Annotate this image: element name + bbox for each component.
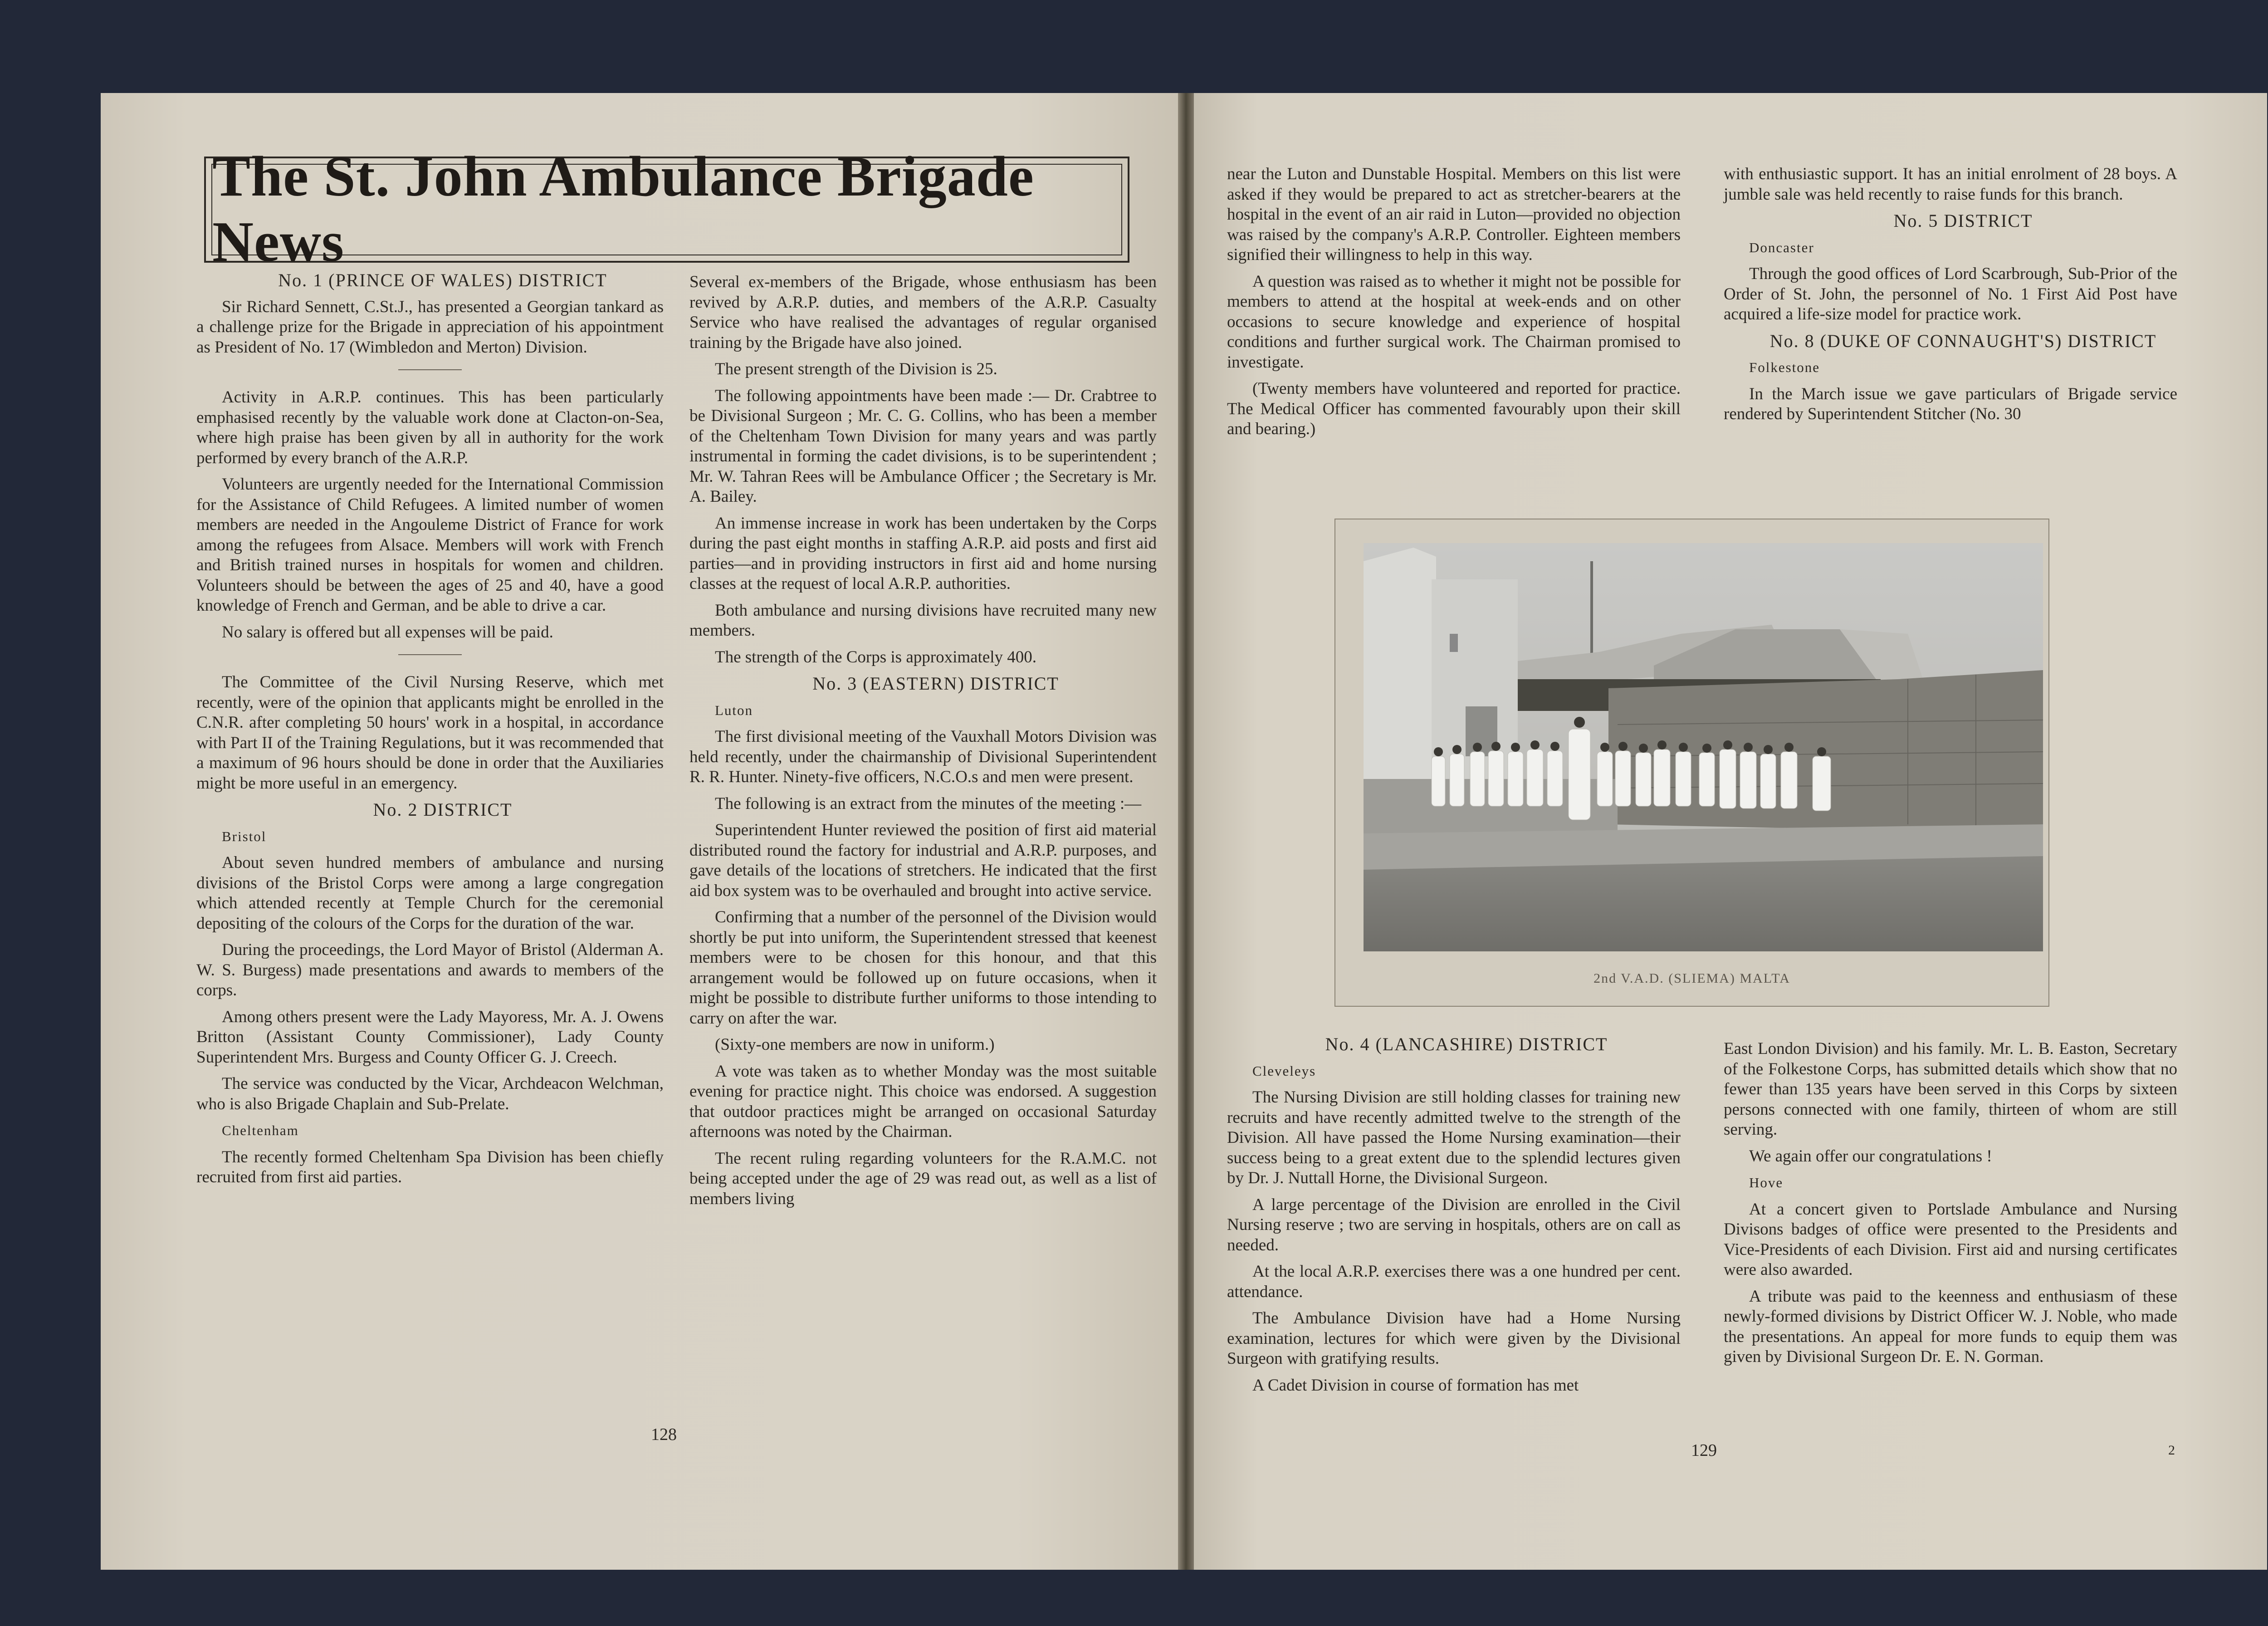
section-heading-district-8: No. 8 (DUKE OF CONNAUGHT'S) DISTRICT: [1769, 330, 2157, 351]
subheading-doncaster: Doncaster: [1749, 239, 1814, 255]
subheading-cleveleys: Cleveleys: [1252, 1063, 1316, 1079]
photo-caption: 2nd V.A.D. (SLIEMA) MALTA: [1593, 971, 1790, 986]
paragraph: A Cadet Division in course of formation has met: [1252, 1376, 1579, 1395]
paragraph: The Committee of the Civil Nursing Reserve, which met recently, were of the opinion that applicants might be enrolled in the C.N.R. after completing 50 hours' work in a hospital, in accordance with Part II of the Training Regulations, but it was recommended that a maximum of 96 hours should be done in order that the Auxiliaries might be more useful in an emergency.: [196, 673, 664, 793]
masthead-title: The St. John Ambulance Brigade News: [212, 145, 1034, 274]
book-gutter: [1178, 93, 1194, 1570]
paragraph: The recently formed Cheltenham Spa Division has been chiefly recruited from first aid parties.: [196, 1147, 664, 1186]
page-number-right: 129: [1691, 1441, 1717, 1460]
masthead-box: [204, 145, 1129, 274]
paragraph: The following is an extract from the minutes of the meeting :—: [715, 794, 1142, 813]
paragraph: In the March issue we gave particulars of Brigade service rendered by Superintendent Stitcher (No. 30: [1724, 384, 2177, 423]
section-heading-district-2: No. 2 DISTRICT: [373, 799, 513, 820]
photo-nurses-group: [1364, 543, 2043, 951]
subheading-folkestone: Folkestone: [1749, 359, 1820, 375]
left-column-1: [196, 270, 664, 1194]
right-column-2-bottom: [1724, 1039, 2177, 1374]
masthead-inner-border: [211, 145, 1122, 274]
corner-page-mark: 2: [2168, 1443, 2175, 1458]
paragraph: The service was conducted by the Vicar, Archdeacon Welchman, who is also Brigade Chaplain and Sub-Prelate.: [196, 1074, 664, 1113]
paragraph: An immense increase in work has been undertaken by the Corps during the past eight months in staffing A.R.P. aid posts and first aid parties—and in providing instructors in first aid and home nursing classes at the request of local A.R.P. authorities.: [689, 514, 1157, 593]
paragraph: near the Luton and Dunstable Hospital. Members on this list were asked if they would be prepared to act as stretcher-bearers at the hospital in the event of an air raid in Luton—provided no objection was raised by the company's A.R.P. Controller. Eighteen members signified their willingness to help in this way.: [1227, 165, 1681, 264]
paragraph: Both ambulance and nursing divisions have recruited many new members.: [689, 601, 1157, 640]
section-divider: [398, 369, 462, 370]
section-heading-district-4: No. 4 (LANCASHIRE) DISTRICT: [1325, 1034, 1608, 1054]
paragraph: We again offer our congratulations !: [1749, 1146, 1992, 1166]
paragraph: The strength of the Corps is approximately 400.: [715, 647, 1037, 666]
paragraph: Several ex-members of the Brigade, whose enthusiasm has been revived by A.R.P. duties, and members of the A.R.P. Casualty Service who have realised the advantages of regular organised training by the Brigade have also joined.: [689, 273, 1157, 352]
paragraph: Among others present were the Lady Mayoress, Mr. A. J. Owens Britton (Assistant County Commissioner), Lady County Superintendent Mrs. Burgess and County Officer G. J. Creech.: [196, 1007, 664, 1067]
paragraph: Confirming that a number of the personnel of the Division would shortly be put into uniform, the Superintendent stressed that keenest members were to be chosen for this honour, and that this arrangement would be followed up on future occasions, when it might be possible to distribute further uniforms to those intending to carry on after the war.: [689, 908, 1157, 1028]
paragraph: Volunteers are urgently needed for the International Commission for the Assistance of Child Refugees. A limited number of women members are needed in the Angouleme District of France for work among the refugees from Alsace. Members will work with French and British trained nurses in hospitals for women and children. Volunteers should be between the ages of 25 and 40, have a good knowledge of French and German, and be able to drive a car.: [196, 475, 664, 615]
paragraph: During the proceedings, the Lord Mayor of Bristol (Alderman A. W. S. Burgess) made presentations and awards to members of the corps.: [196, 940, 664, 999]
section-divider: [398, 654, 462, 655]
paragraph: Through the good offices of Lord Scarbrough, Sub-Prior of the Order of St. John, the personnel of No. 1 First Aid Post have acquired a life-size model for practice work.: [1724, 264, 2177, 323]
paragraph: The recent ruling regarding volunteers for the R.A.M.C. not being accepted under the age of 29 was read out, as well as a list of members living: [689, 1149, 1157, 1208]
paragraph: At a concert given to Portslade Ambulance and Nursing Divisons badges of office were presented to the Presidents and Vice-Presidents of each Division. First aid and nursing certificates were also awarded.: [1724, 1200, 2177, 1279]
paragraph: The Nursing Division are still holding classes for training new recruits and have recently admitted twelve to the strength of the Division. All have passed the Home Nursing examination—their success being to a great extent due to the splendid lectures given by Dr. J. Nuttall Horne, the Divisional Surgeon.: [1227, 1088, 1681, 1187]
paragraph: A tribute was paid to the keenness and enthusiasm of these newly-formed divisions by District Officer W. J. Noble, who made the presentations. An appeal for more funds to equip them was given by Divisional Surgeon Dr. E. N. Gorman.: [1724, 1287, 2177, 1366]
page-number-left: 128: [651, 1425, 677, 1444]
subheading-hove: Hove: [1749, 1175, 1784, 1190]
paragraph: About seven hundred members of ambulance and nursing divisions of the Bristol Corps were among a large congregation which attended recently at Temple Church for the ceremonial depositing of the colours of the Corps for the duration of the war.: [196, 853, 664, 933]
paragraph: (Sixty-one members are now in uniform.): [715, 1035, 995, 1054]
subheading-cheltenham: Cheltenham: [222, 1122, 299, 1138]
paragraph: The Ambulance Division have had a Home Nursing examination, lectures for which were given by the Divisional Surgeon with gratifying results.: [1227, 1309, 1681, 1368]
paragraph: The present strength of the Division is 25.: [715, 360, 997, 378]
paragraph: (Twenty members have volunteered and reported for practice. The Medical Officer has commented favourably upon their skill and bearing.): [1227, 379, 1681, 438]
paragraph: At the local A.R.P. exercises there was a one hundred per cent. attendance.: [1227, 1262, 1681, 1301]
right-column-2-top: [1724, 164, 2177, 431]
paragraph: Superintendent Hunter reviewed the position of first aid material distributed round the factory for industrial and A.R.P. purposes, and gave details of the locations of stretchers. He indicated that the first aid box system was to be overhauled and brought into active service.: [689, 821, 1157, 900]
section-heading-district-1: No. 1 (PRINCE OF WALES) DISTRICT: [278, 270, 607, 290]
paragraph: The first divisional meeting of the Vauxhall Motors Division was held recently, under the chairmanship of Divisional Superintendent R. R. Hunter. Ninety-five officers, N.C.O.s and men were present.: [689, 727, 1157, 786]
paragraph: No salary is offered but all expenses will be paid.: [222, 622, 553, 642]
subheading-bristol: Bristol: [222, 828, 267, 844]
section-heading-district-5: No. 5 DISTRICT: [1893, 211, 2033, 231]
paragraph: A vote was taken as to whether Monday was the most suitable evening for practice night. This choice was endorsed. A suggestion that outdoor practices might be arranged on occasional Saturday afternoons was noted by the Chairman.: [689, 1062, 1157, 1141]
section-heading-district-3: No. 3 (EASTERN) DISTRICT: [812, 673, 1059, 694]
right-column-1-top: [1227, 164, 1681, 446]
paragraph: East London Division) and his family. Mr. L. B. Easton, Secretary of the Folkestone Corps, has submitted details which show that no fewer than 135 years have been served in this Corps by sixteen persons connected with one family, thirteen of whom are still serving.: [1724, 1039, 2177, 1139]
subheading-luton: Luton: [715, 702, 753, 718]
paragraph: The following appointments have been made :— Dr. Crabtree to be Divisional Surgeon ; Mr. C. G. Collins, who has been a member of the Cheltenham Town Division for many years and was partly instrumental in forming the cadet divisions, is to be superintendent ; Mr. W. Tahran Rees will be Ambulance Officer ; the Secretary is Mr. A. Bailey.: [689, 386, 1157, 506]
photo-nurses-illustration: [1364, 543, 2043, 951]
paragraph: with enthusiastic support. It has an initial enrolment of 28 boys. A jumble sale was held recently to raise funds for this branch.: [1724, 165, 2177, 204]
paragraph: Sir Richard Sennett, C.St.J., has presented a Georgian tankard as a challenge prize for the Brigade in appreciation of his appointment as President of No. 17 (Wimbledon and Merton) Division.: [196, 297, 664, 357]
paragraph: A large percentage of the Division are enrolled in the Civil Nursing reserve ; two are serving in hospitals, others are on call as needed.: [1227, 1195, 1681, 1254]
left-column-2: [689, 272, 1157, 1215]
paragraph: A question was raised as to whether it might not be possible for members to attend at the hospital at week-ends and on other occasions to secure knowledge and experience of hospital conditions and further surgical work. The Chairman promised to investigate.: [1227, 272, 1681, 372]
paragraph: Activity in A.R.P. continues. This has been particularly emphasised recently by the valuable work done at Clacton-on-Sea, where high praise has been given by all in authority for the work performed by every branch of the A.R.P.: [196, 388, 664, 467]
right-column-1-bottom: [1227, 1034, 1681, 1402]
